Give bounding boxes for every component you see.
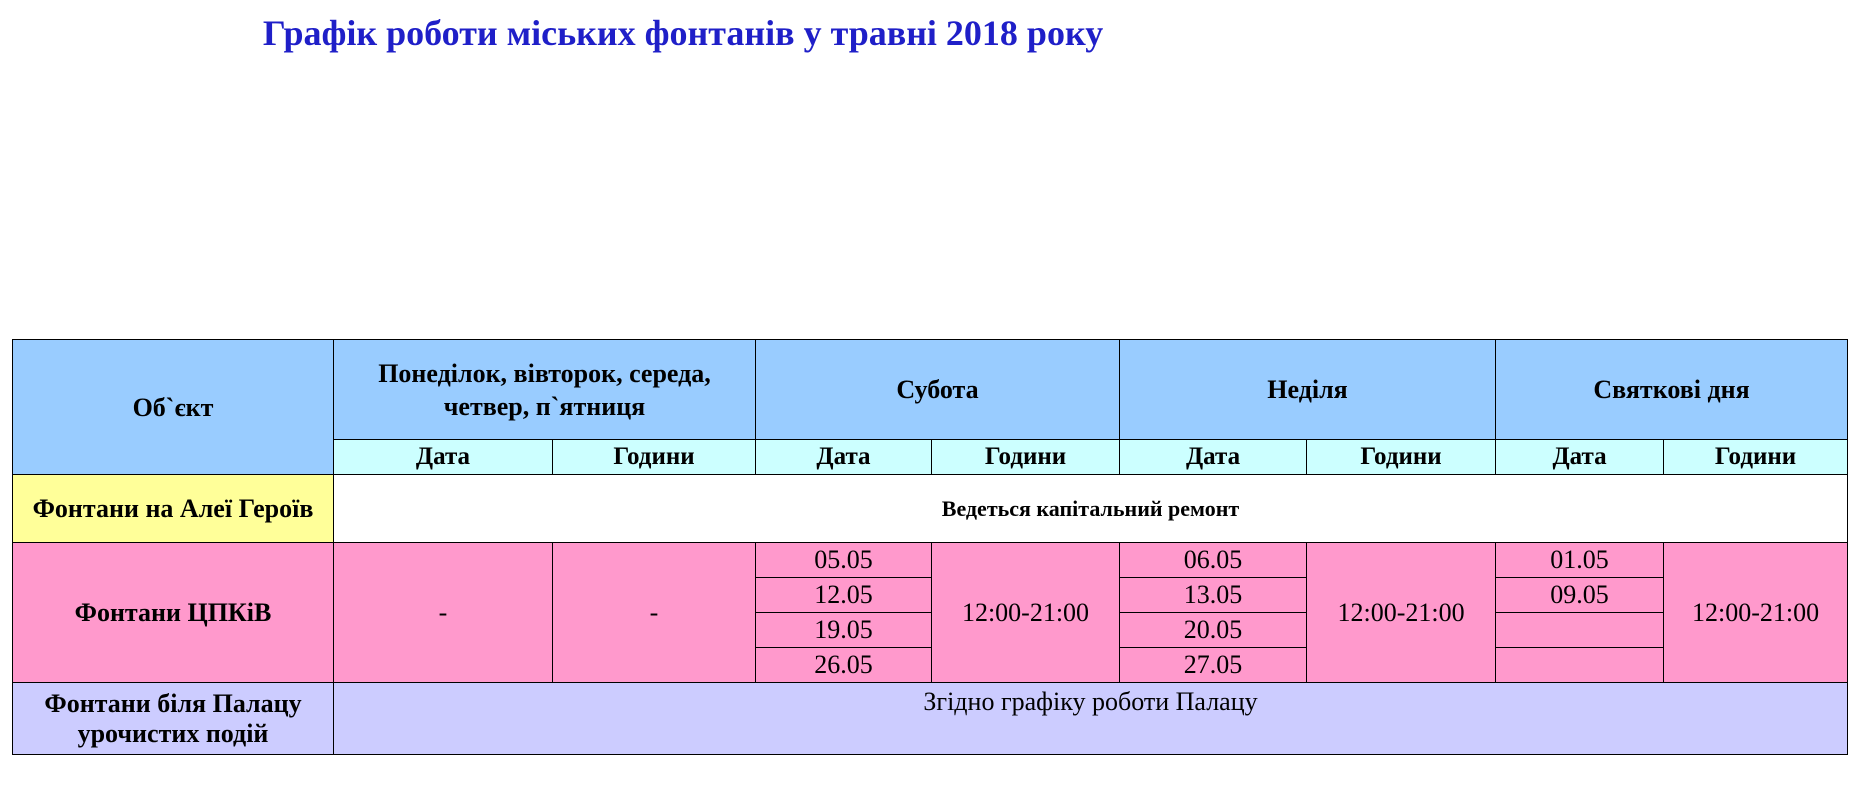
weekday-date: - (334, 543, 553, 683)
weekday-hours: - (553, 543, 756, 683)
table-row-cpkiv (13, 543, 1848, 578)
table-row-palace (13, 683, 1848, 755)
sunday-date: 13.05 (1120, 578, 1307, 613)
repair-note: Ведеться капітальний ремонт (334, 475, 1848, 543)
holiday-date (1496, 648, 1664, 683)
saturday-date: 19.05 (756, 613, 932, 648)
fountain-schedule-table (12, 339, 1848, 755)
object-cpkiv: Фонтани ЦПКіВ (13, 543, 334, 683)
holiday-date (1496, 613, 1664, 648)
header-sunday: Неділя (1120, 340, 1496, 440)
header-saturday: Субота (756, 340, 1120, 440)
subheader-saturday-date: Дата (756, 440, 932, 475)
saturday-date: 12.05 (756, 578, 932, 613)
sunday-hours: 12:00-21:00 (1307, 543, 1496, 683)
header-object: Об`єкт (13, 340, 334, 475)
holiday-date: 09.05 (1496, 578, 1664, 613)
subheader-weekdays-date: Дата (334, 440, 553, 475)
header-row (13, 340, 1848, 440)
saturday-date: 26.05 (756, 648, 932, 683)
sunday-date: 20.05 (1120, 613, 1307, 648)
palace-note: Згідно графіку роботи Палацу (334, 683, 1848, 755)
page-title: Графік роботи міських фонтанів у травні 2018 року (262, 13, 1104, 53)
holiday-date: 01.05 (1496, 543, 1664, 578)
subheader-weekdays-hours: Години (553, 440, 756, 475)
subheader-saturday-hours: Години (932, 440, 1120, 475)
subheader-sunday-hours: Години (1307, 440, 1496, 475)
header-holidays: Святкові дня (1496, 340, 1848, 440)
object-palace: Фонтани біля Палацу урочистих подій (13, 683, 334, 755)
subheader-sunday-date: Дата (1120, 440, 1307, 475)
header-weekdays: Понеділок, вівторок, середа, четвер, п`ятниця (334, 340, 756, 440)
saturday-date: 05.05 (756, 543, 932, 578)
table-row-aley (13, 475, 1848, 543)
sunday-date: 27.05 (1120, 648, 1307, 683)
sunday-date: 06.05 (1120, 543, 1307, 578)
subheader-holidays-date: Дата (1496, 440, 1664, 475)
saturday-hours: 12:00-21:00 (932, 543, 1120, 683)
object-aley: Фонтани на Алеї Героїв (13, 475, 334, 543)
holiday-hours: 12:00-21:00 (1664, 543, 1848, 683)
subheader-holidays-hours: Години (1664, 440, 1848, 475)
